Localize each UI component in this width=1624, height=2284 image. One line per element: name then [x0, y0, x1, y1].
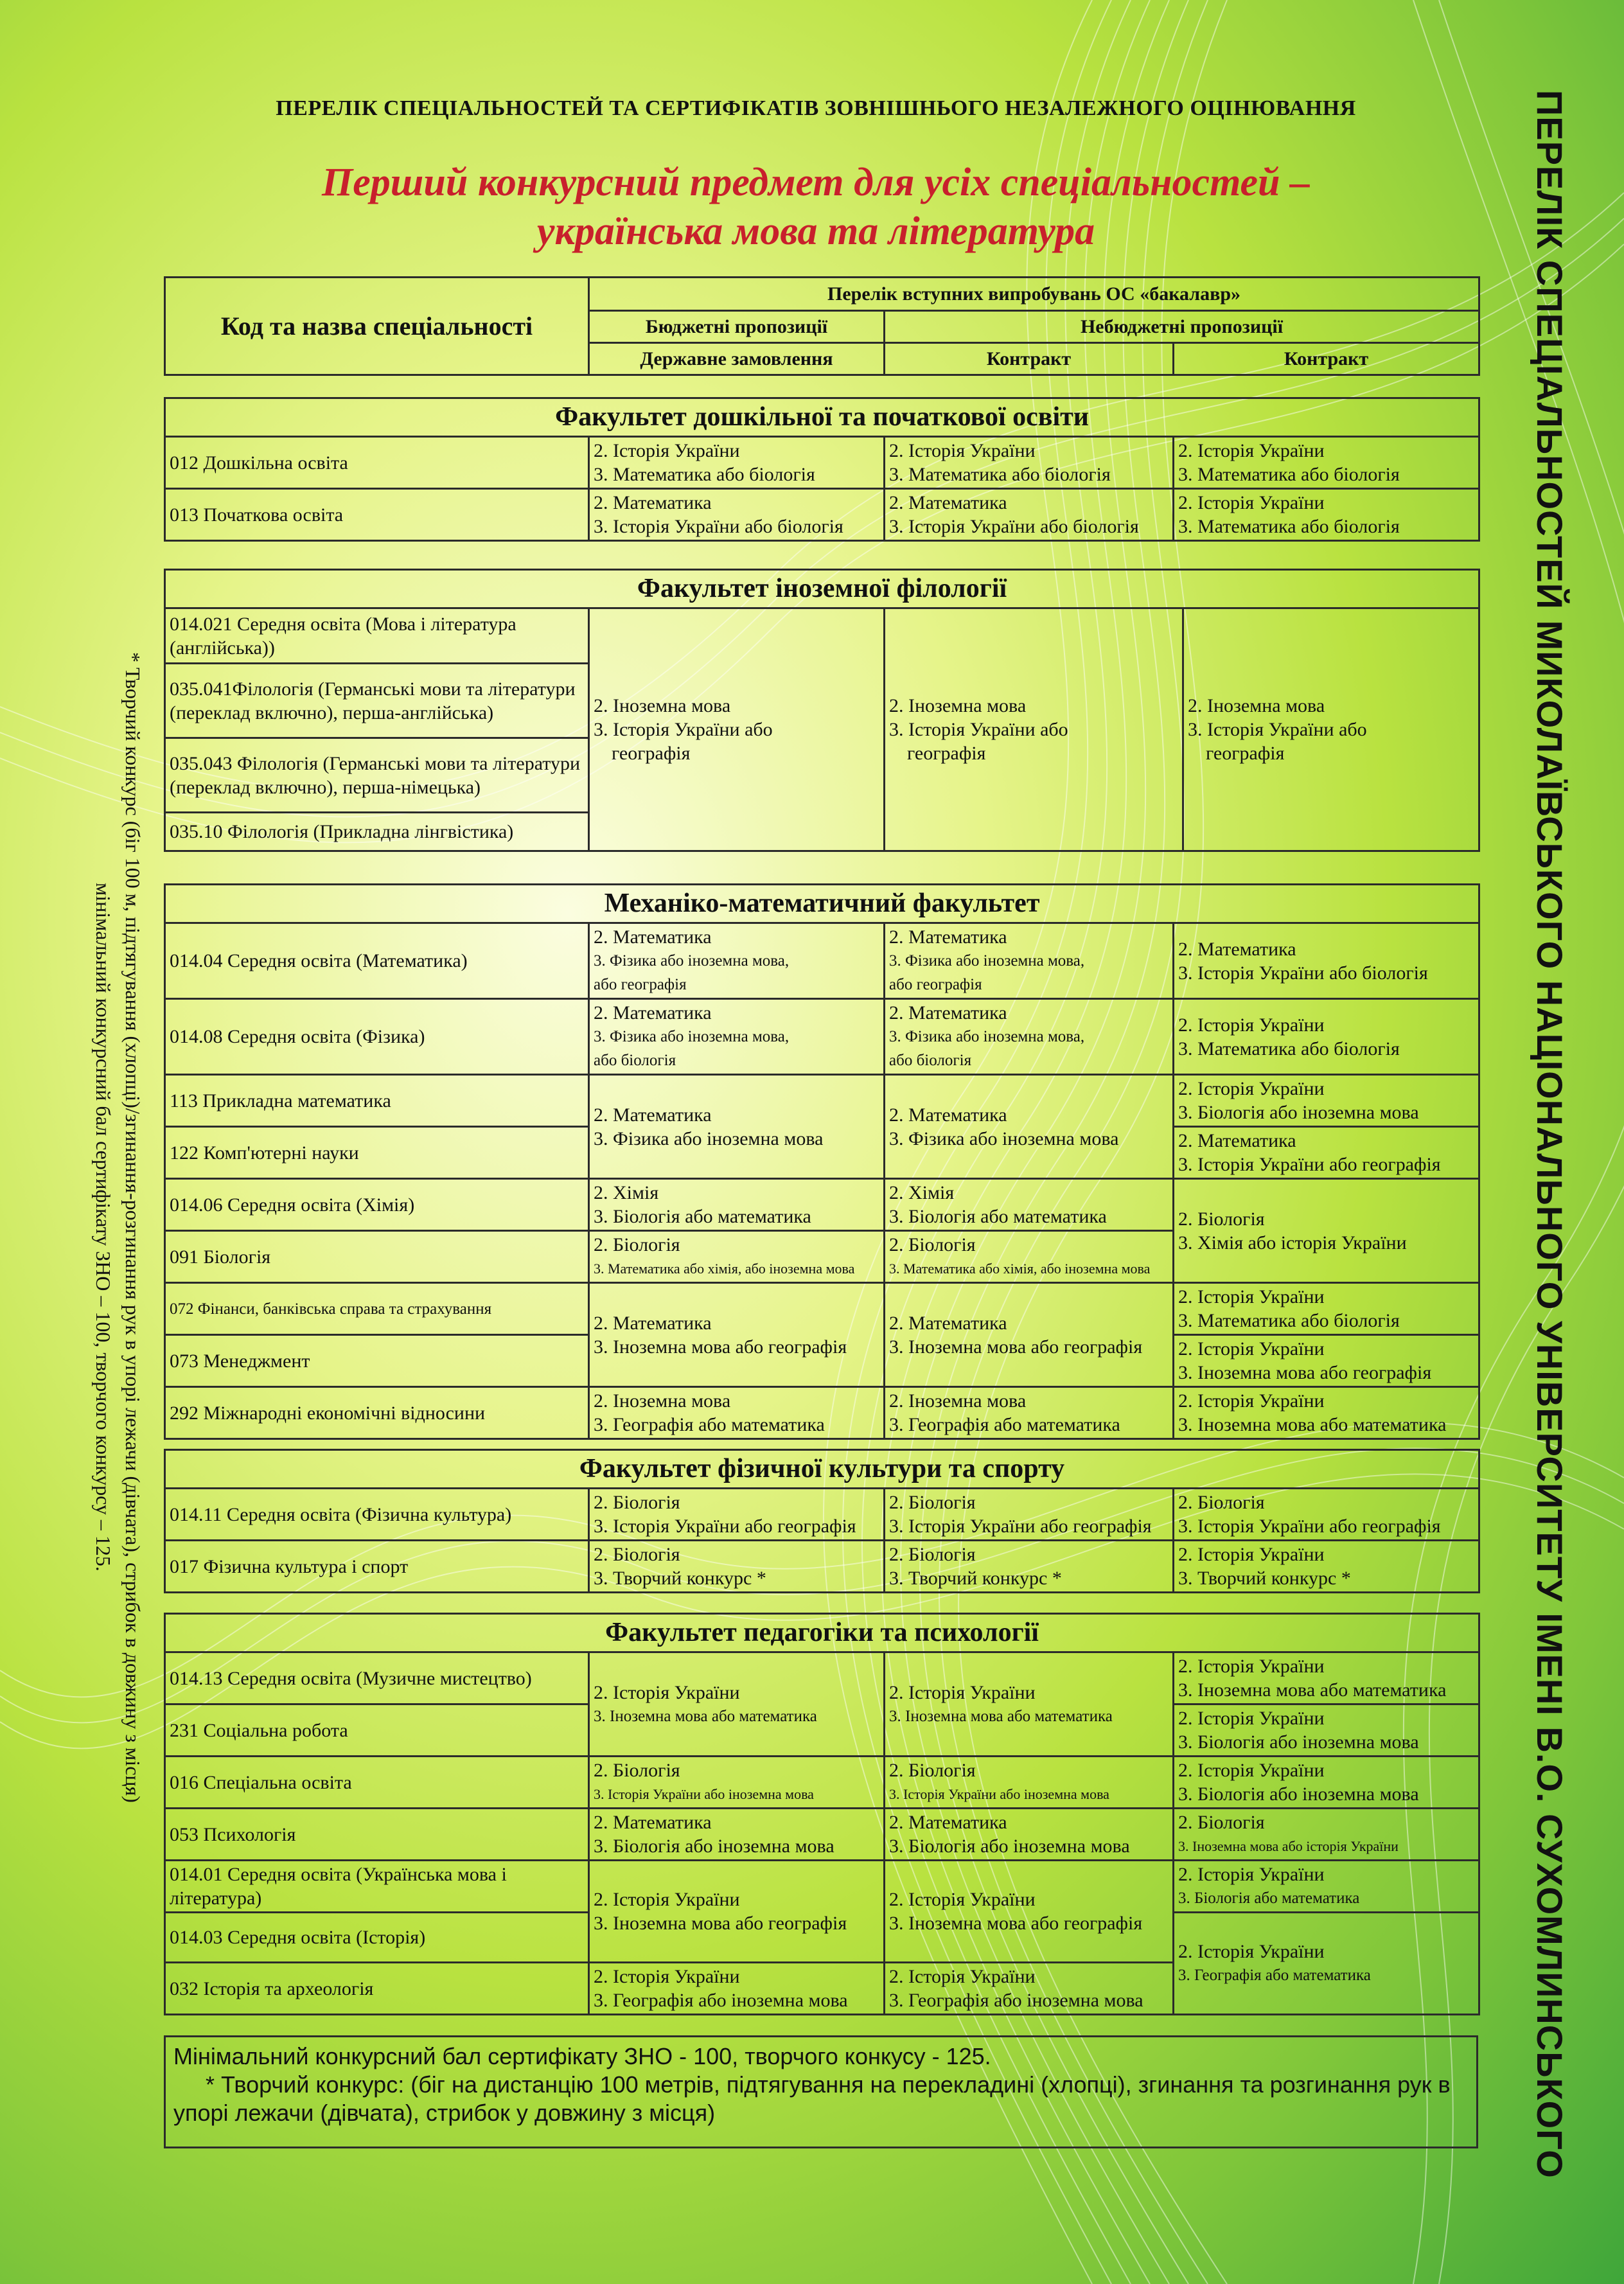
subject-line: 2. Історія України	[889, 440, 1036, 461]
specialty-cell: 014.06 Середня освіта (Хімія)	[165, 1179, 589, 1231]
faculty-preschool-table	[164, 397, 1480, 542]
subject-line: 2. Історія України	[1178, 1864, 1325, 1885]
subject-line: 3. Іноземна мова або географія	[1178, 1362, 1432, 1383]
specialty-cell: 035.10 Філологія (Прикладна лінгвістика)	[165, 813, 589, 851]
subjects-cell	[589, 999, 885, 1075]
subject-line: 2. Біологія	[1178, 1208, 1265, 1230]
subjects-cell	[589, 1861, 885, 1963]
creative-contest-note: * Творчий конкурс: (біг на дистанцію 100 метрів, підтягування на перекладині (хлопці), згинання та розгинання рук в упорі лежачи (дівчата), стрибок у довжину з місця)	[173, 2071, 1451, 2126]
subject-line: 2. Біологія	[594, 1544, 680, 1565]
subjects-cell	[885, 1489, 1174, 1541]
subject-line: 3. Біологія або іноземна мова	[1178, 1784, 1419, 1805]
subject-line: 2. Математика	[594, 1104, 712, 1126]
subjects-cell	[1174, 1704, 1479, 1757]
table-row	[165, 489, 1479, 541]
table-row	[165, 999, 1479, 1075]
specialty-cell: 053 Психологія	[165, 1809, 589, 1861]
contract-header-1: Контракт	[885, 343, 1174, 375]
specialty-cell: 014.03 Середня освіта (Історія)	[165, 1913, 589, 1963]
subjects-cell	[1174, 489, 1479, 541]
specialty-cell: 231 Соціальна робота	[165, 1704, 589, 1757]
subject-line: 3. Історія України або іноземна мова	[594, 1786, 814, 1802]
subjects-cell	[1174, 1913, 1479, 2015]
subjects-cell	[589, 1757, 885, 1809]
subjects-cell	[589, 1541, 885, 1593]
subject-line: 3. Біологія або іноземна мова	[1178, 1731, 1419, 1753]
subject-line: 3. Історія України або географія	[1178, 1516, 1441, 1537]
subject-line: 2. Історія України	[1178, 440, 1325, 461]
specialty-cell: 013 Початкова освіта	[165, 489, 589, 541]
subject-line: 2. Іноземна мова	[594, 1390, 731, 1412]
specialty-cell: 122 Комп'ютерні науки	[165, 1127, 589, 1179]
faculty-name: Факультет іноземної філології	[165, 570, 1479, 608]
vertical-footnote-line-2: мінімальний конкурсний бал сертифікату ЗНО – 100, творчого конкурсу – 125.	[92, 883, 115, 1571]
subject-line: 3. Історія України або географія	[1178, 1154, 1441, 1175]
subject-line: 2. Математика	[889, 492, 1007, 513]
subject-line: 2. Історія України	[594, 1681, 740, 1703]
specialty-cell: 014.08 Середня освіта (Фізика)	[165, 999, 589, 1075]
subject-line: 2. Математика	[594, 1312, 712, 1334]
subjects-cell	[589, 489, 885, 541]
table-row	[165, 1283, 1479, 1335]
subject-line: 2. Біологія	[889, 1760, 976, 1781]
subject-line: 3. Історія України або біологія	[594, 516, 843, 537]
subjects-cell	[1174, 999, 1479, 1075]
subject-line: 2. Історія України	[889, 1681, 1036, 1703]
vertical-footnote-line-1: * Творчий конкурс (біг 100 м, підтягування (хлопці)/згинання-розгинання рук в упорі лежачи (дівчата), стрибок в довжину з місця)	[121, 651, 145, 1803]
subjects-cell	[885, 1541, 1174, 1593]
faculty-name: Механіко-математичний факультет	[165, 885, 1479, 923]
subjects-cell	[1174, 1335, 1479, 1387]
nonbudget-header: Небюджетні пропозиції	[885, 311, 1479, 343]
subjects-cell	[1174, 1283, 1479, 1335]
specialty-cell: 014.11 Середня освіта (Фізична культура)	[165, 1489, 589, 1541]
subject-line: 2. Біологія	[889, 1492, 976, 1513]
subject-line: 3. Математика або біологія	[889, 464, 1111, 485]
subjects-cell	[1174, 1861, 1479, 1913]
subjects-cell	[1174, 1179, 1479, 1283]
subjects-cell	[1174, 1809, 1479, 1861]
subject-line: 2. Історія України	[1178, 1760, 1325, 1781]
subject-line: 3. Фізика або іноземна мова,	[594, 952, 790, 969]
subject-line: 3. Географія або математика	[889, 1414, 1120, 1435]
subject-line: 2. Біологія	[594, 1492, 680, 1513]
subjects-cell	[589, 1283, 885, 1387]
subjects-cell	[1174, 1757, 1479, 1809]
subject-line: 3. Історія України або біологія	[1178, 962, 1428, 984]
subjects-cell	[885, 1963, 1174, 2015]
subject-line: або географія	[594, 976, 687, 993]
subject-line: 2. Математика	[889, 1312, 1007, 1334]
subject-line: 3. Іноземна мова або географія	[889, 1913, 1143, 1934]
subject-line: 3. Біологія або іноземна мова	[594, 1836, 834, 1857]
list-title: ПЕРЕЛІК СПЕЦІАЛЬНОСТЕЙ ТА СЕРТИФІКАТІВ ЗОВНІШНЬОГО НЕЗАЛЕЖНОГО ОЦІНЮВАННЯ	[276, 96, 1356, 120]
subjects-cell	[589, 1179, 885, 1231]
subject-line: 3. Математика або хімія, або іноземна мова	[889, 1261, 1151, 1277]
subject-line: 2. Математика	[594, 926, 712, 948]
faculty-name: Факультет фізичної культури та спорту	[165, 1450, 1479, 1489]
table-row	[165, 1075, 1479, 1127]
vertical-footnote	[71, 424, 148, 2030]
subject-line: 3. Іноземна мова або математика	[594, 1707, 817, 1725]
subject-line: 3. Географія або іноземна мова	[889, 1990, 1143, 2011]
page-header	[167, 96, 1465, 256]
specialty-cell: 014.13 Середня освіта (Музичне мистецтво)	[165, 1652, 589, 1704]
subjects-cell	[885, 1809, 1174, 1861]
subject-line: 3. Іноземна мова або математика	[1178, 1414, 1447, 1435]
faculty-physical-culture-table	[164, 1449, 1480, 1593]
faculty-foreign-philology-table	[164, 569, 1480, 852]
faculty-mechmath-table	[164, 883, 1480, 1440]
subject-line: 3. Географія або іноземна мова	[594, 1990, 848, 2011]
subject-line: 3. Хімія або історія України	[1178, 1232, 1407, 1253]
subject-line: 3. Фізика або іноземна мова,	[594, 1028, 790, 1045]
subject-line: 2. Біологія	[889, 1234, 976, 1255]
table-row	[165, 608, 1479, 664]
subject-line: 2. Історія України	[1178, 1708, 1325, 1729]
subject-line: 2. Математика	[889, 926, 1007, 948]
subject-line: 3. Іноземна мова або географія	[889, 1336, 1143, 1358]
subjects-cell	[885, 1652, 1174, 1757]
subjects-cell	[885, 1861, 1174, 1963]
subject-line: 3. Математика або біологія	[1178, 1310, 1400, 1331]
subject-line: 3. Математика або біологія	[1178, 464, 1400, 485]
faculty-pedagogy-table	[164, 1613, 1480, 2015]
subject-line: 3. Фізика або іноземна мова,	[889, 952, 1085, 969]
subjects-cell	[885, 1757, 1174, 1809]
subject-line: 2. Математика	[594, 492, 712, 513]
tests-header: Перелік вступних випробувань ОС «бакалавр»	[589, 278, 1479, 311]
subject-line: географія	[907, 743, 986, 764]
subject-line: 3. Іноземна мова або історія України	[1178, 1838, 1399, 1854]
subject-line: 2. Історія України	[1178, 1656, 1325, 1677]
subject-line: 2. Історія України	[1178, 1338, 1325, 1359]
subjects-cell	[589, 1231, 885, 1283]
subject-line: 3. Математика або біологія	[1178, 516, 1400, 537]
subject-line: 2. Математика	[594, 1812, 712, 1833]
table-row	[165, 437, 1479, 489]
subject-line: 3. Іноземна мова або географія	[594, 1336, 847, 1358]
vertical-university-title: ПЕРЕЛІК СПЕЦІАЛЬНОСТЕЙ МИКОЛАЇВСЬКОГО НАЦІОНАЛЬНОГО УНІВЕРСИТЕТУ ІМЕНІ В.О. СУХОМЛИНСЬКОГО	[1530, 89, 1570, 2179]
faculty-name: Факультет дошкільної та початкової освіти	[165, 398, 1479, 437]
subject-line: 3. Іноземна мова або математика	[1178, 1679, 1447, 1701]
subject-line: 2. Біологія	[594, 1760, 680, 1781]
subject-line: 3. Математика або хімія, або іноземна мова	[594, 1261, 855, 1277]
subject-line: 3. Математика або біологія	[594, 464, 815, 485]
contract-header-2: Контракт	[1174, 343, 1479, 375]
header-table	[164, 276, 1480, 376]
specialty-cell: 035.043 Філологія (Германські мови та літератури (переклад включно), перша-німецька)	[165, 738, 589, 813]
subjects-cell	[885, 999, 1174, 1075]
table-row	[165, 1809, 1479, 1861]
table-row	[165, 1861, 1479, 1913]
subjects-cell	[589, 1387, 885, 1439]
subject-line: 3. Біологія або математика	[1178, 1890, 1360, 1907]
subject-line: 2. Математика	[889, 1812, 1007, 1833]
subjects-cell	[885, 1283, 1174, 1387]
specialty-cell: 016 Спеціальна освіта	[165, 1757, 589, 1809]
subject-line: 3. Фізика або іноземна мова	[889, 1128, 1119, 1149]
subjects-cell	[885, 1231, 1174, 1283]
first-subject-line-1: Перший конкурсний предмет для усіх спеціальностей –	[322, 161, 1310, 204]
subject-line: 3. Біологія або іноземна мова	[1178, 1102, 1419, 1123]
subjects-cell	[885, 437, 1174, 489]
subject-line: 2. Історія України	[594, 440, 740, 461]
subjects-cell	[1174, 1541, 1479, 1593]
subject-line: 3. Іноземна мова або математика	[889, 1707, 1113, 1725]
first-subject-line-2: українська мова та література	[536, 209, 1095, 253]
first-subject-title	[167, 158, 1465, 256]
subject-line: 2. Біологія	[594, 1234, 680, 1255]
subject-line: 3. Біологія або математика	[889, 1206, 1107, 1227]
specialty-cell: 014.01 Середня освіта (Українська мова і література)	[165, 1861, 589, 1913]
subjects-cell	[1174, 1387, 1479, 1439]
specialty-cell: 014.04 Середня освіта (Математика)	[165, 923, 589, 999]
subject-line: 2. Історія України	[1178, 1286, 1325, 1307]
subject-line: 2. Історія України	[594, 1889, 740, 1910]
subject-line: географія	[612, 743, 691, 764]
subject-line: 3. Історія України або	[889, 719, 1068, 740]
subjects-cell	[885, 1387, 1174, 1439]
subject-line: 2. Біологія	[889, 1544, 976, 1565]
subject-line: 2. Історія України	[1178, 1941, 1325, 1962]
specialty-cell: 113 Прикладна математика	[165, 1075, 589, 1127]
subject-line: 2. Історія України	[1178, 492, 1325, 513]
subjects-cell	[589, 1652, 885, 1757]
subject-line: 2. Біологія	[1178, 1812, 1265, 1833]
subject-line: або біологія	[889, 1052, 972, 1069]
subject-line: 3. Фізика або іноземна мова,	[889, 1028, 1085, 1045]
subjects-cell	[589, 1489, 885, 1541]
subject-line: 3. Творчий конкурс *	[594, 1568, 766, 1589]
specialty-cell: 017 Фізична культура і спорт	[165, 1541, 589, 1593]
subject-line: 3. Фізика або іноземна мова	[594, 1128, 824, 1149]
subject-line: 2. Математика	[1178, 938, 1296, 960]
table-row	[165, 1179, 1479, 1231]
subject-line: 2. Історія України	[1178, 1390, 1325, 1412]
table-row	[165, 923, 1479, 999]
subject-line: 2. Біологія	[1178, 1492, 1265, 1513]
subject-line: 3. Творчий конкурс *	[1178, 1568, 1351, 1589]
subjects-cell	[589, 1075, 885, 1179]
subject-line: 2. Іноземна мова	[594, 695, 731, 716]
subjects-cell	[1174, 1489, 1479, 1541]
table-row	[165, 1757, 1479, 1809]
code-name-header: Код та назва спеціальності	[165, 278, 589, 375]
budget-header: Бюджетні пропозиції	[589, 311, 885, 343]
table-row	[165, 1652, 1479, 1704]
subjects-cell	[1183, 608, 1479, 851]
subjects-cell	[885, 489, 1174, 541]
table-row	[165, 1387, 1479, 1439]
subject-line: 3. Історія України або іноземна мова	[889, 1786, 1109, 1802]
subject-line: 3. Історія України або біологія	[889, 516, 1139, 537]
subjects-cell	[1174, 437, 1479, 489]
specialty-cell: 292 Міжнародні економічні відносини	[165, 1387, 589, 1439]
subjects-cell	[589, 923, 885, 999]
subject-line: 3. Біологія або іноземна мова	[889, 1836, 1130, 1857]
subject-line: 2. Іноземна мова	[889, 1390, 1027, 1412]
specialty-cell: 072 Фінанси, банківська справа та страхування	[165, 1283, 589, 1335]
specialty-cell: 012 Дошкільна освіта	[165, 437, 589, 489]
subject-line: 2. Хімія	[889, 1182, 955, 1203]
subject-line: 3. Географія або математика	[594, 1414, 825, 1435]
subject-line: 3. Історія України або географія	[889, 1516, 1152, 1537]
subject-line: 2. Історія України	[1178, 1078, 1325, 1099]
footnote-box	[164, 2035, 1478, 2148]
specialty-cell: 073 Менеджмент	[165, 1335, 589, 1387]
subject-line: географія	[1206, 743, 1285, 764]
subjects-cell	[885, 608, 1183, 851]
subjects-cell	[1174, 1075, 1479, 1127]
subjects-cell	[589, 1963, 885, 2015]
subject-line: 2. Математика	[1178, 1130, 1296, 1151]
subject-line: 2. Математика	[889, 1002, 1007, 1023]
subject-line: 2. Історія України	[1178, 1544, 1325, 1565]
state-order-header: Державне замовлення	[589, 343, 885, 375]
subject-line: 3. Біологія або математика	[594, 1206, 811, 1227]
subjects-cell	[589, 1809, 885, 1861]
table-row	[165, 1541, 1479, 1593]
subject-line: 2. Історія України	[1178, 1014, 1325, 1036]
specialty-cell: 014.021 Середня освіта (Мова і література (англійська))	[165, 608, 589, 664]
subject-line: 3. Математика або біологія	[1178, 1038, 1400, 1059]
subjects-cell	[589, 437, 885, 489]
subjects-cell	[885, 1179, 1174, 1231]
subject-line: 3. Історія України або географія	[594, 1516, 856, 1537]
subject-line: 3. Географія або математика	[1178, 1967, 1371, 1984]
subject-line: 2. Історія України	[594, 1966, 740, 1987]
subject-line: 2. Іноземна мова	[889, 695, 1027, 716]
subject-line: 3. Творчий конкурс *	[889, 1568, 1062, 1589]
subject-line: 2. Історія України	[889, 1966, 1036, 1987]
subject-line: або географія	[889, 976, 982, 993]
subjects-cell	[1174, 1127, 1479, 1179]
table-row	[165, 1489, 1479, 1541]
subject-line: 3. Історія України або	[594, 719, 773, 740]
subject-line: або біологія	[594, 1052, 676, 1069]
subjects-cell	[885, 923, 1174, 999]
subject-line: 2. Математика	[594, 1002, 712, 1023]
subject-line: 3. Іноземна мова або географія	[594, 1913, 847, 1934]
specialty-cell: 091 Біологія	[165, 1231, 589, 1283]
subject-line: 2. Математика	[889, 1104, 1007, 1126]
subject-line: 3. Історія України або	[1188, 719, 1367, 740]
subjects-cell	[589, 608, 885, 851]
subjects-cell	[1174, 923, 1479, 999]
subject-line: 2. Історія України	[889, 1889, 1036, 1910]
specialty-cell: 035.041Філологія (Германські мови та літератури (переклад включно), перша-англійська)	[165, 664, 589, 738]
subjects-cell	[885, 1075, 1174, 1179]
subject-line: 2. Хімія	[594, 1182, 659, 1203]
faculty-name: Факультет педагогіки та психології	[165, 1614, 1479, 1652]
subject-line: 2. Іноземна мова	[1188, 695, 1325, 716]
specialty-cell: 032 Історія та археологія	[165, 1963, 589, 2015]
subjects-cell	[1174, 1652, 1479, 1704]
minimum-score-note: Мінімальний конкурсний бал сертифікату ЗНО - 100, творчого конкусу - 125.	[173, 2043, 991, 2069]
